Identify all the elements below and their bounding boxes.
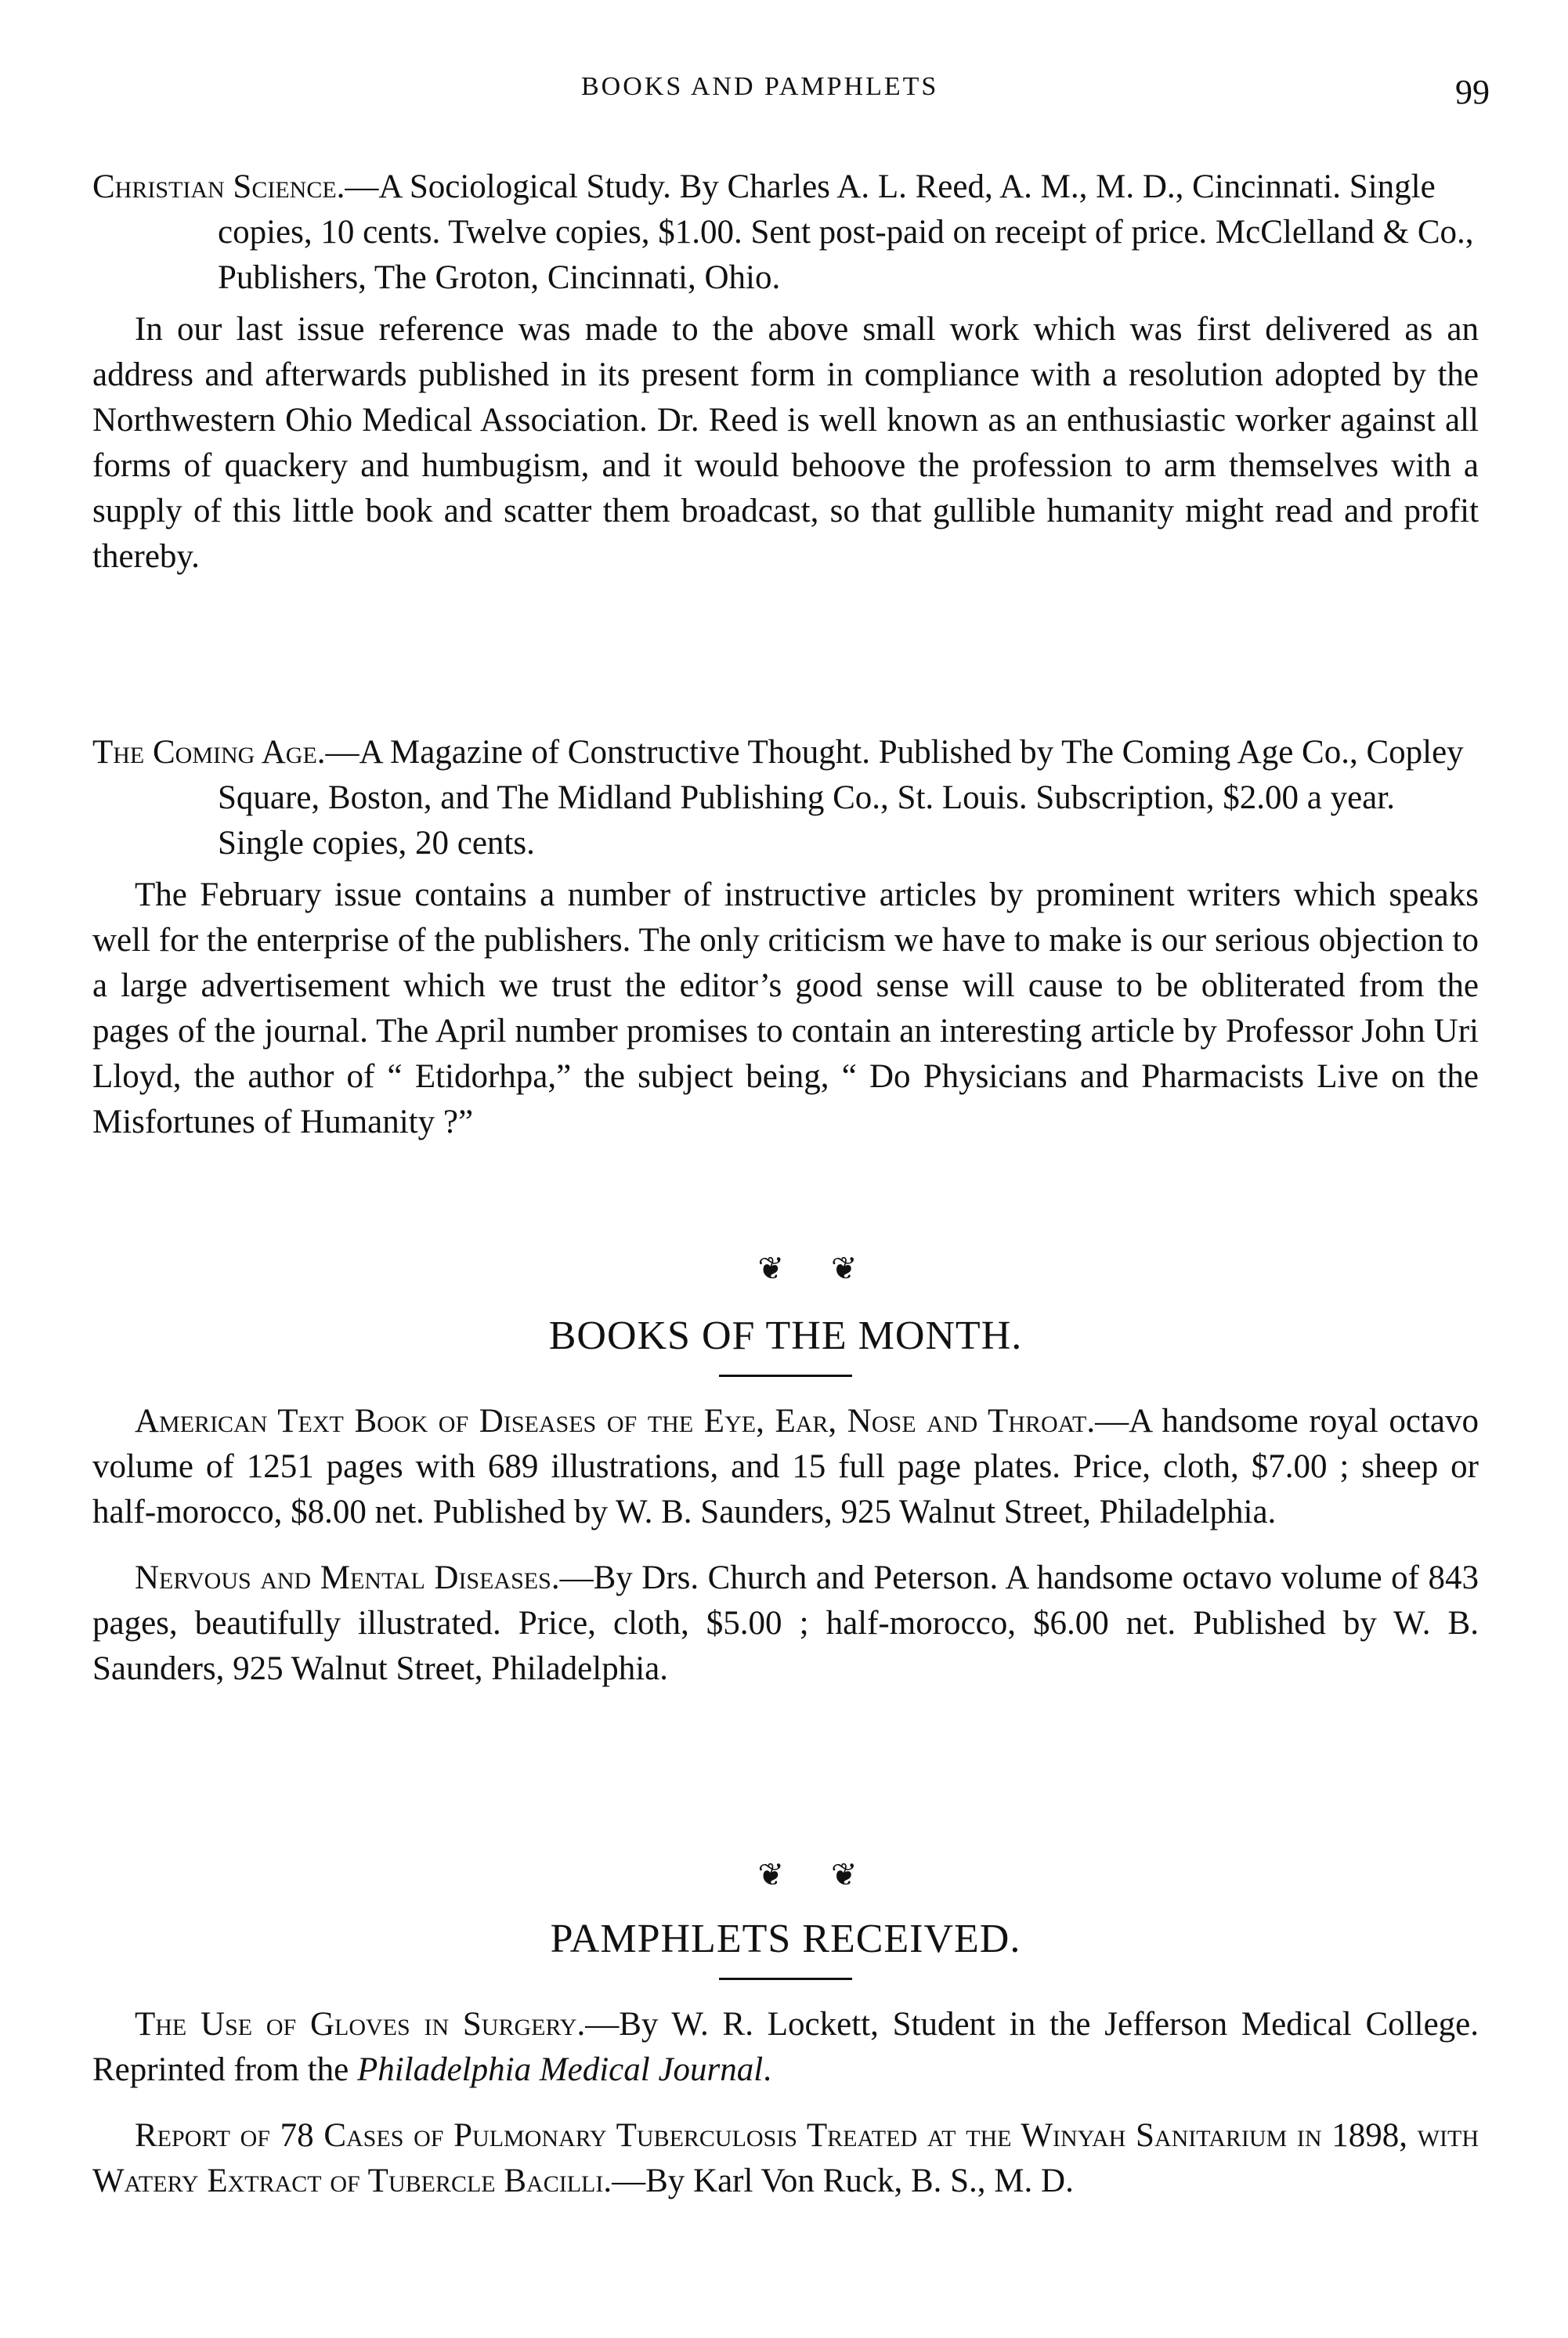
pamphlet-title: Report of 78 Cases of Pulmonary Tuberculosis Treated at the Winyah Sanitarium in 1898, with Watery Extract of Tubercle Bacilli <box>92 2117 1479 2199</box>
review-body: In our last issue reference was made to the above small work which was first delivered as an address and afterwards published in its present form in compliance with a resolution adopted by the Northwestern Ohio Medical Association. Dr. Reed is well known as an enthusiastic worker against all forms of quackery and humbugism, and it would behoove the profession to arm themselves with a supply of this little book and scatter them broadcast, so that gullible humanity might read and profit thereby. <box>92 311 1479 575</box>
running-head <box>0 72 1568 119</box>
review-body: The February issue contains a number of instructive articles by prominent writers which speaks well for the enterprise of the publishers. The only criticism we have to make is our serious objection to a large advertisement which we trust the editor’s good sense will cause to be obliterated from the pages of the journal. The April number promises to contain an interesting article by Professor John Uri Lloyd, the author of “ Etidorhpa,” the subject being, “ Do Physicians and Pharmacists Live on the Misfortunes of Humanity ?” <box>92 876 1479 1140</box>
pamphlet-tail: . <box>763 2051 771 2088</box>
review-citation <box>92 730 1479 866</box>
pamphlet-details: .—By W. R. Lockett, Student in the Jefferson Medical College. Reprinted from the <box>92 2006 1479 2088</box>
books-of-month-section <box>92 1313 1479 1692</box>
review-citation-details: .—A Sociological Study. By Charles A. L. Reed, A. M., M. D., Cincinnati. Single copies, 10 cents. Twelve copies, $1.00. Sent post-paid on receipt of price. McClelland & Co., Publishers, The Groton, Cincinnati, Ohio. <box>218 168 1474 296</box>
fleuron-icon: ❦ <box>831 1251 905 1286</box>
pamphlet-entry <box>92 2002 1479 2093</box>
book-entry <box>92 1556 1479 1692</box>
book-details: .—A handsome royal octavo volume of 1251 pages with 689 illustrations, and 15 full page plates. Price, cloth, $7.00 ; sheep or half-morocco, $8.00 net. Published by W. B. Saunders, 925 Walnut Street, Philadelphia. <box>92 1403 1479 1530</box>
fleuron-icon: ❦ <box>757 1857 831 1892</box>
pamphlet-title: The Use of Gloves in Surgery <box>135 2006 577 2043</box>
pamphlet-details: .—By Karl Von Ruck, B. S., M. D. <box>603 2163 1074 2199</box>
ornament-fleurons <box>0 1856 1568 1893</box>
review-citation-details: .—A Magazine of Constructive Thought. Published by The Coming Age Co., Copley Square, Boston, and The Midland Publishing Co., St. Louis. Subscription, $2.00 a year. Single copies, 20 cents. <box>218 734 1464 862</box>
review-christian-science <box>92 164 1479 580</box>
book-title: American Text Book of Diseases of the Eye, Ear, Nose and Throat <box>135 1403 1087 1440</box>
review-title: Christian Science <box>92 168 337 205</box>
ornament-fleurons <box>0 1250 1568 1287</box>
book-entry <box>92 1399 1479 1535</box>
section-rule <box>719 1375 852 1377</box>
review-citation <box>92 164 1479 301</box>
pamphlets-section <box>92 1916 1479 2204</box>
fleuron-icon: ❦ <box>757 1251 831 1286</box>
fleuron-icon: ❦ <box>831 1857 905 1892</box>
page-number: 99 <box>1455 73 1490 111</box>
section-heading: PAMPHLETS RECEIVED. <box>550 1917 1021 1961</box>
running-title: BOOKS AND PAMPHLETS <box>581 72 939 101</box>
section-heading: BOOKS OF THE MONTH. <box>548 1314 1023 1358</box>
section-rule <box>719 1978 852 1980</box>
book-title: Nervous and Mental Diseases <box>135 1559 551 1596</box>
review-coming-age <box>92 730 1479 1145</box>
pamphlet-journal: Philadelphia Medical Journal <box>356 2051 764 2088</box>
review-title: The Coming Age <box>92 734 317 771</box>
book-details: .—By Drs. Church and Peterson. A handsome octavo volume of 843 pages, beautifully illustrated. Price, cloth, $5.00 ; half-morocco, $6.00 net. Published by W. B. Saunders, 925 Walnut Street, Philadelphia. <box>92 1559 1479 1687</box>
pamphlet-entry <box>92 2113 1479 2204</box>
